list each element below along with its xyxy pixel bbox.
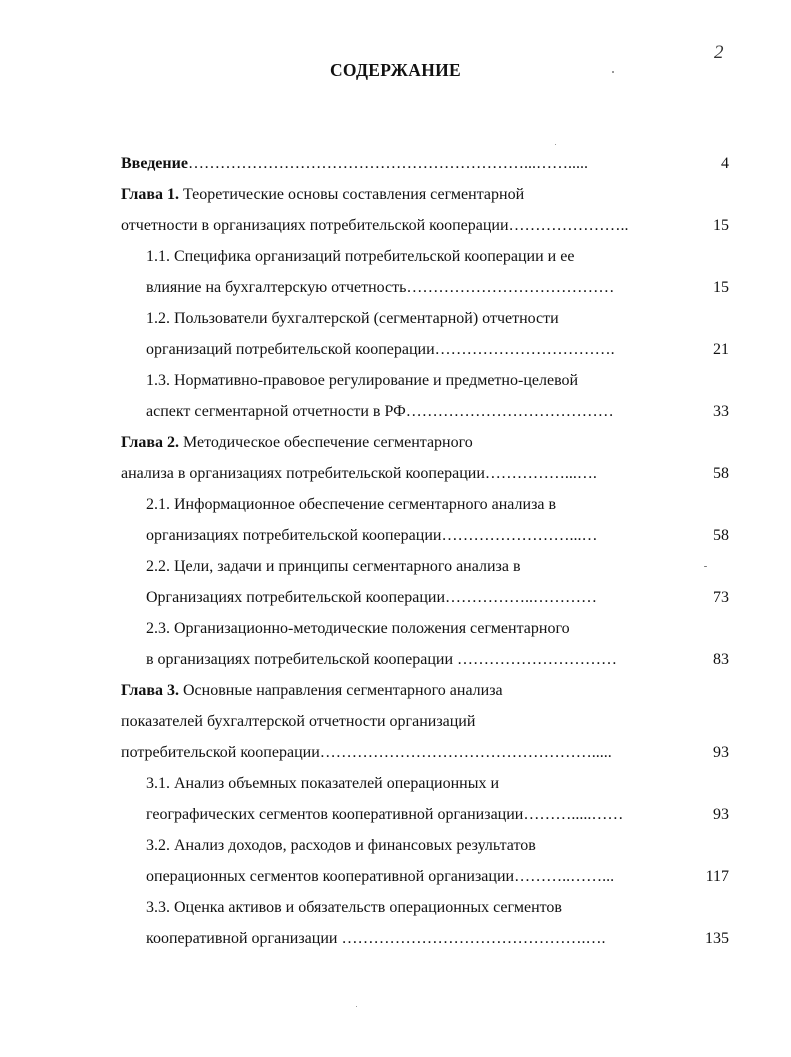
toc-chapter-line: [121, 741, 684, 765]
toc-section-line: [146, 493, 684, 517]
toc-section-line: [146, 834, 684, 858]
scan-speck: [612, 71, 614, 73]
toc-page-number: 93: [713, 744, 729, 761]
toc-page-number: 117: [705, 868, 729, 885]
toc-chapter-line: [121, 152, 684, 176]
toc-section-line: [146, 245, 684, 269]
toc-section-line: [146, 772, 684, 796]
toc-entry-text: Теоретические основы составления сегментарной: [179, 186, 525, 203]
toc-entry-text: организациях потребительской кооперации……………………...…: [146, 527, 598, 544]
scan-speck: [555, 144, 556, 145]
toc-chapter-label: Глава 3.: [121, 682, 179, 699]
toc-entry-text: Организациях потребительской кооперации……………..…………: [146, 589, 598, 606]
toc-section-line: [146, 555, 684, 579]
toc-entry-text: кооперативной организации ……………………………………….….: [146, 930, 606, 947]
toc-chapter-line: [121, 214, 684, 238]
page-title: СОДЕРЖАНИЕ: [329, 60, 461, 80]
toc-entry-text: 1.2. Пользователи бухгалтерской (сегментарной) отчетности: [146, 310, 559, 327]
toc-entry-text: 3.3. Оценка активов и обязательств операционных сегментов: [146, 899, 562, 916]
toc-entry-text: показателей бухгалтерской отчетности организаций: [121, 713, 476, 730]
toc-entry-text: 2.3. Организационно-методические положения сегментарного: [146, 620, 570, 637]
scan-speck: [704, 566, 707, 567]
toc-section-line: [146, 586, 684, 610]
toc-page-number: 73: [713, 589, 729, 606]
toc-page-number: 15: [713, 217, 729, 234]
toc-section-line: [146, 338, 684, 362]
toc-entry-text: 1.3. Нормативно-правовое регулирование и предметно-целевой: [146, 372, 579, 389]
toc-section-line: [146, 865, 684, 889]
toc-entry-text: 3.2. Анализ доходов, расходов и финансовых результатов: [146, 837, 536, 854]
toc-entry-text: ………………………………………………………...…….....: [187, 155, 588, 172]
toc-page-number: 58: [713, 465, 729, 482]
toc-entry-text: 3.1. Анализ объемных показателей операционных и: [146, 775, 500, 792]
toc-section-line: [146, 927, 684, 951]
corner-page-mark: 2: [714, 42, 724, 63]
toc-page-number: 58: [713, 527, 729, 544]
toc-entry-text: 2.2. Цели, задачи и принципы сегментарного анализа в: [146, 558, 521, 575]
toc-entry-text: Основные направления сегментарного анализа: [179, 682, 503, 699]
toc-chapter-label: Глава 2.: [121, 434, 179, 451]
toc-page-number: 21: [713, 341, 729, 358]
toc-entry-text: организаций потребительской кооперации…………………………….: [146, 341, 615, 358]
toc-entry-text: географических сегментов кооперативной организации……….....……: [146, 806, 624, 823]
toc-entry-text: аспект сегментарной отчетности в РФ…………………………………: [146, 403, 614, 420]
scan-speck: [356, 1006, 357, 1007]
toc-chapter-line: [121, 679, 684, 703]
toc-section-line: [146, 896, 684, 920]
toc-page-number: 15: [713, 279, 729, 296]
toc-section-line: [146, 648, 684, 672]
toc-entry-text: 2.1. Информационное обеспечение сегментарного анализа в: [146, 496, 557, 513]
toc-entry-text: 1.1. Специфика организаций потребительской кооперации и ее: [146, 248, 575, 265]
toc-chapter-label: Глава 1.: [121, 186, 179, 203]
toc-section-line: [146, 400, 684, 424]
toc-chapter-line: [121, 462, 684, 486]
toc-chapter-line: [121, 710, 684, 734]
toc-entry-text: отчетности в организациях потребительской кооперации…………………..: [121, 217, 629, 234]
toc-chapter-line: [121, 431, 684, 455]
toc-page-number: 33: [713, 403, 729, 420]
toc-entry-text: потребительской кооперации…………………………………………….....: [121, 744, 612, 761]
toc-entry-text: анализа в организациях потребительской кооперации……………...….: [121, 465, 597, 482]
toc-section-line: [146, 803, 684, 827]
toc-section-line: [146, 617, 684, 641]
toc-section-line: [146, 369, 684, 393]
toc-entry-text: в организациях потребительской кооперации …………………………: [146, 651, 618, 668]
toc-page-number: 93: [713, 806, 729, 823]
toc-page-number: 135: [705, 930, 729, 947]
toc-page-number: 83: [713, 651, 729, 668]
toc-entry-text: операционных сегментов кооперативной организации………..……...: [146, 868, 615, 885]
toc-page-number: 4: [721, 155, 729, 172]
toc-section-line: [146, 307, 684, 331]
toc-entry-text: Методическое обеспечение сегментарного: [179, 434, 473, 451]
toc-section-line: [146, 276, 684, 300]
toc-chapter-label: Введение: [121, 155, 188, 172]
toc-entry-text: влияние на бухгалтерскую отчетность…………………………………: [146, 279, 615, 296]
toc-section-line: [146, 524, 684, 548]
toc-chapter-line: [121, 183, 684, 207]
